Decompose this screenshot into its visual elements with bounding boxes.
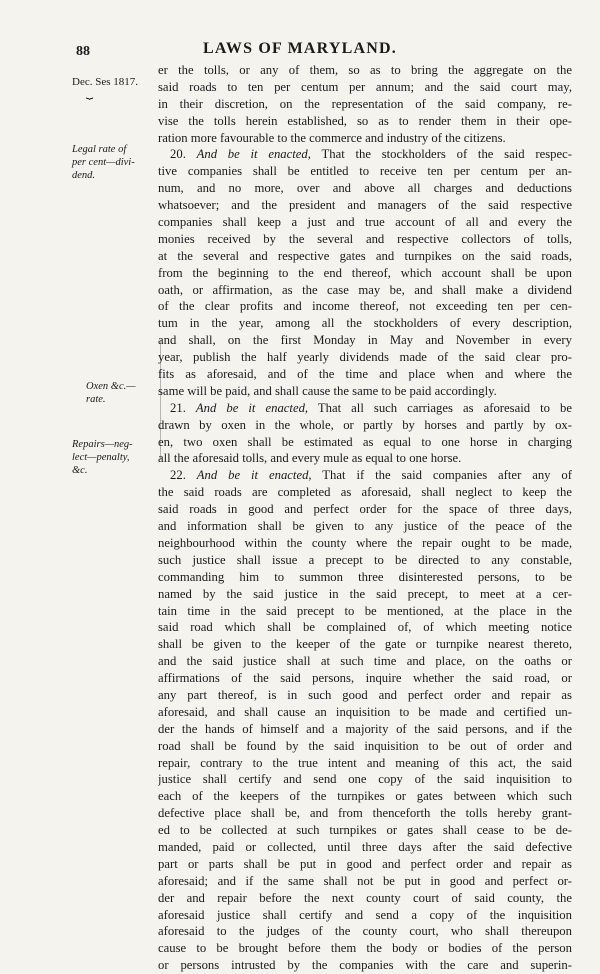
text-line: the said roads are completed as aforesaid, shall neglect to keep the (158, 485, 572, 500)
sidenote-line: Legal rate of (72, 144, 127, 155)
sidenote-session-date (72, 76, 160, 99)
text-line: affirmations of the said persons, inquire whether the said road, or (158, 671, 572, 686)
text-line: part or parts shall be put in good and perfect order and repair as (158, 856, 572, 871)
sidenote-line: dend. (72, 170, 96, 181)
page-header (0, 40, 600, 62)
sidenote-line: Repairs—neg- (72, 439, 133, 450)
text-line: at the several and respective gates and turnpikes on the said roads, (158, 248, 572, 263)
page-number: 88 (76, 44, 90, 59)
text-line: der and repair before the next county court of said county, the (158, 890, 572, 905)
text-line: der the hands of himself and a majority of the said persons, and if the (158, 721, 572, 736)
text-line: justice shall certify and send one copy of the said inquisition to (158, 772, 572, 787)
text-line: cause to be brought before them the body or bodies of the person (158, 941, 572, 956)
text-line: aforesaid to the judges of the county court, who shall thereupon (158, 924, 572, 939)
text-line: from the beginning to the end thereof, which account shall be upon (158, 265, 572, 280)
text-line: vise the tolls herein established, so as to render them in their ope- (158, 113, 572, 128)
text-line: any part thereof, is in such good and perfect order and repair as (158, 687, 572, 702)
text-line: and information shall be given to any justice of the peace of the (158, 519, 572, 534)
text-line: and the said justice shall at such time and place, on the oaths or (158, 654, 572, 669)
text-line: 22. And be it enacted, That if the said companies after any of (170, 468, 572, 483)
text-line: defective place shall be, and from thenceforth the tolls hereby grant- (158, 806, 572, 821)
enactment-phrase: And be it enacted, (196, 147, 311, 162)
text-line: same will be paid, and shall cause the same to be paid accordingly. (158, 383, 497, 398)
sidenote-repairs (72, 438, 160, 477)
text-line: er the tolls, or any of them, so as to bring the aggregate on the (158, 63, 572, 77)
text-line: aforesaid justice shall certify and send a copy of the inquisition (158, 907, 572, 922)
sidenote-legal-rate (72, 143, 160, 182)
text-line: repair, contrary to the true intent and meaning of this act, the said (158, 755, 572, 770)
text-line: such justice shall issue a precept to be directed to any constable, (158, 552, 572, 567)
text-line: road shall be found by the said inquisition to be out of order and (158, 738, 572, 753)
sidenote-line: per cent—divi- (72, 157, 135, 168)
text-line: oath, or affirmation, as the case may be, and shall make a dividend (158, 282, 572, 297)
text-line: said road which shall be complained of, of which meeting notice (158, 620, 572, 635)
text-line: year, publish the half yearly dividends made of the said clear pro- (158, 350, 572, 365)
enactment-phrase: And be it enacted, (196, 468, 312, 483)
text-line: aforesaid; and if the same shall not be put in good and perfect or- (158, 873, 572, 888)
text-line: companies shall keep a just and true account of all and every the (158, 215, 572, 230)
sidenote-line: lect—penalty, (72, 452, 130, 463)
text-line: tive companies shall be entitled to receive ten per centum per an- (158, 164, 572, 179)
running-title: LAWS OF MARYLAND. (203, 40, 397, 57)
text-line: manded, paid or collected, until three days after the said defective (158, 839, 572, 854)
text-line: tain time in the said precept to be mentioned, at the place in the (158, 603, 572, 618)
text-line: commanding him to summon three disinterested persons, to be (158, 569, 572, 584)
text-line: ration more favourable to the commerce and industry of the citizens. (158, 130, 506, 145)
text-line: all the aforesaid tolls, and every mule as equal to one horse. (158, 451, 462, 466)
sidenote-line: &c. (72, 465, 88, 476)
text-line: whatsoever; and the president and managers of the said respective (158, 198, 572, 213)
session-date-label: Dec. Ses 1817. (72, 76, 138, 88)
text-line: ed to be collected at such turnpikes or gates shall cease to be de- (158, 823, 572, 838)
text-line: aforesaid, and shall cause an inquisition to be made and certified un- (158, 704, 572, 719)
text-line: en, two oxen shall be estimated as equal to one horse in charging (158, 434, 572, 449)
text-line: drawn by oxen in the whole, or partly by horses and partly by ox- (158, 417, 572, 432)
text-line: said roads in good and perfect order for the space of three days, (158, 502, 572, 517)
text-line: neighbourhood within the county where the repair ought to be made, (158, 535, 572, 550)
text-line: said roads to ten per centum per annum; and the said court may, (158, 79, 572, 94)
text-line: num, and no more, over and above all charges and deductions (158, 181, 572, 196)
sidenote-line: Oxen &c.— (86, 381, 136, 392)
text-line: of the clear profits and income thereof, not exceeding ten per cen- (158, 299, 572, 314)
text-line: and shall, on the first Monday in May and November in every (158, 333, 572, 348)
text-line: shall be given to the keeper of the gate or turnpike nearest thereto, (158, 637, 572, 652)
text-line: 20. And be it enacted, That the stockholders of the said respec- (170, 147, 572, 162)
text-line: fits as aforesaid, and of the time and place when and where the (158, 367, 572, 382)
text-line: 21. And be it enacted, That all such carriages as aforesaid to be (170, 400, 572, 415)
text-line: monies received by the several and respective collectors of tolls, (158, 231, 572, 246)
brace-mark: ⏟ (86, 85, 94, 99)
body-text (158, 62, 572, 974)
text-line: or persons intrusted by the companies with the care and superin- (158, 958, 572, 973)
text-line: named by the said justice in the said precept, to meet at a cer- (158, 586, 572, 601)
text-line: each of the keepers of the turnpikes or gates between which such (158, 789, 572, 804)
sidenote-line: rate. (86, 394, 106, 405)
text-line: in their discretion, on the representation of the said company, re- (158, 96, 572, 111)
text-line: tum in the year, among all the stockholders of every description, (158, 316, 572, 331)
enactment-phrase: And be it enacted, (195, 400, 309, 415)
